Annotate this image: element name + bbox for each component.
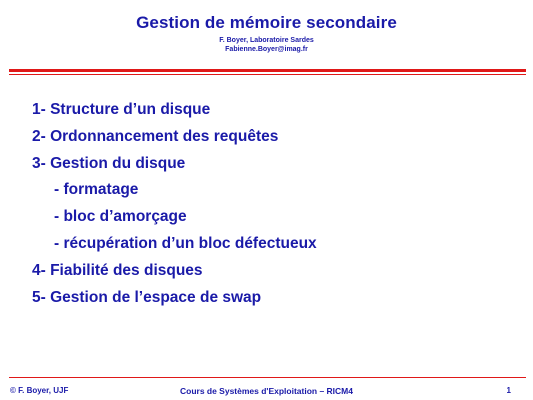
outline-item: 4- Fiabilité des disques — [32, 261, 203, 279]
outline-item: 5- Gestion de l’espace de swap — [32, 288, 262, 306]
header-rule-thin — [9, 74, 526, 75]
footer-course: Cours de Systèmes d'Exploitation – RICM4 — [179, 386, 353, 396]
page-number: 1 — [506, 386, 511, 395]
author-email: Fabienne.Boyer@imag.fr — [225, 46, 308, 53]
outline-item: 3- Gestion du disque — [32, 154, 186, 172]
outline-list — [32, 99, 317, 313]
outline-item: 2- Ordonnancement des requêtes — [32, 127, 279, 145]
outline-subitem: - récupération d’un bloc défectueux — [54, 234, 317, 252]
outline-subitem: - bloc d’amorçage — [54, 208, 187, 226]
slide-title: Gestion de mémoire secondaire — [136, 13, 397, 32]
author-line: F. Boyer, Laboratoire Sardes — [219, 37, 314, 44]
footer-copyright: © F. Boyer, UJF — [10, 386, 69, 395]
header-rule-thick — [9, 69, 526, 72]
outline-subitem: - formatage — [54, 181, 139, 199]
outline-item: 1- Structure d’un disque — [32, 101, 211, 118]
footer-rule — [9, 377, 526, 378]
